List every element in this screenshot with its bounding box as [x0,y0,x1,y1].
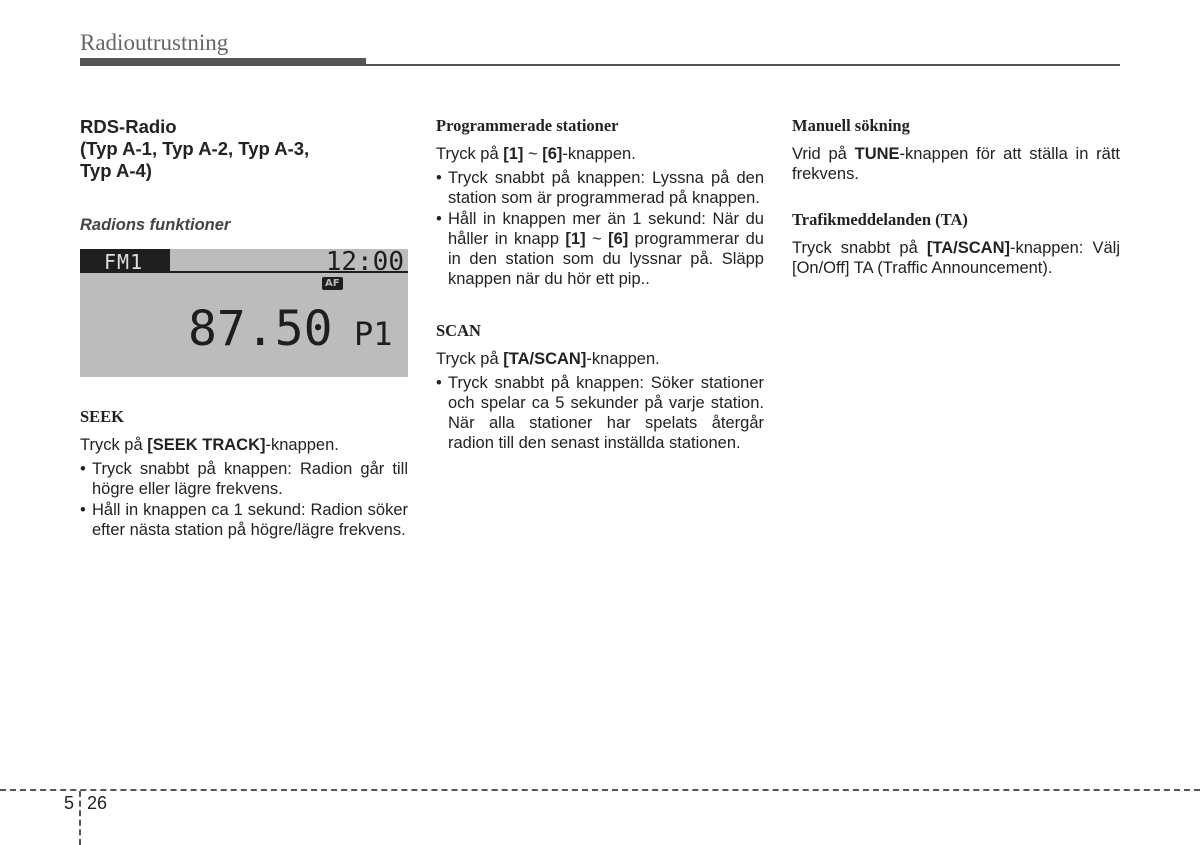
list-item: • Tryck snabbt på knappen: Lyssna på den station som är programmerad på knappen. [436,168,764,208]
scan-heading: SCAN [436,321,481,340]
seek-section [80,407,408,540]
section-title-line-2: (Typ A-1, Typ A-2, Typ A-3, [80,138,310,159]
scan-intro: Tryck på [TA/SCAN]-knappen. [436,350,660,368]
column-right [792,116,1120,278]
header-title: Radioutrustning [80,30,229,55]
ta-heading: Trafikmeddelanden (TA) [792,210,968,229]
radio-functions-label: Radions funktioner [80,216,231,234]
preset-bullets [436,168,764,289]
section-title-line-1: RDS-Radio [80,116,177,137]
header-rule-thick [80,58,366,66]
list-item: • Tryck snabbt på knappen: Söker stationer och spelar ca 5 sekunder på varje station. När alla stationer har spelats återgår radion till den senast inställda stationen. [436,373,764,453]
scan-section [436,321,764,453]
list-item: • Håll in knappen ca 1 sekund: Radion söker efter nästa station på högre/lägre frekvens. [80,500,408,540]
list-item: • Tryck snabbt på knappen: Radion går till högre eller lägre frekvens. [80,459,408,499]
lcd-clock: 12:00 [325,247,404,277]
header-rule-thin [366,64,1120,66]
seek-intro: Tryck på [SEEK TRACK]-knappen. [80,436,339,454]
lcd-band-mode: FM1 [104,250,144,274]
seek-key: [SEEK TRACK] [147,436,266,454]
radio-lcd-display [80,249,408,377]
manual-heading: Manuell sökning [792,116,910,135]
preset-intro: Tryck på [1] ~ [6]-knappen. [436,145,636,163]
ta-text: Tryck snabbt på [TA/SCAN]-knappen: Välj [On/Off] TA (Traffic Announcement). [792,239,1120,277]
section-title [80,116,408,182]
footer-divider [79,791,81,845]
lcd-preset: P1 [354,315,393,353]
preset-heading: Programmerade stationer [436,116,619,135]
column-middle [436,116,764,454]
footer-rule [0,789,1200,791]
scan-bullets [436,373,764,453]
seek-bullets [80,459,408,540]
column-left [80,116,408,541]
page-number: 26 [87,793,108,813]
section-title-line-3: Typ A-4) [80,160,152,181]
chapter-number: 5 [64,793,75,813]
manual-text: Vrid på TUNE-knappen för att ställa in rätt frekvens. [792,145,1120,183]
ta-section [792,210,1120,278]
lcd-frequency: 87.50 [188,301,333,357]
list-item: • Håll in knappen mer än 1 sekund: När du håller in knapp [1] ~ [6] programmerar du in den station som du lyssnar på. Släpp knappen när du hör ett pip.. [436,209,764,289]
seek-heading: SEEK [80,407,125,426]
lcd-af-badge: AF [322,277,343,290]
